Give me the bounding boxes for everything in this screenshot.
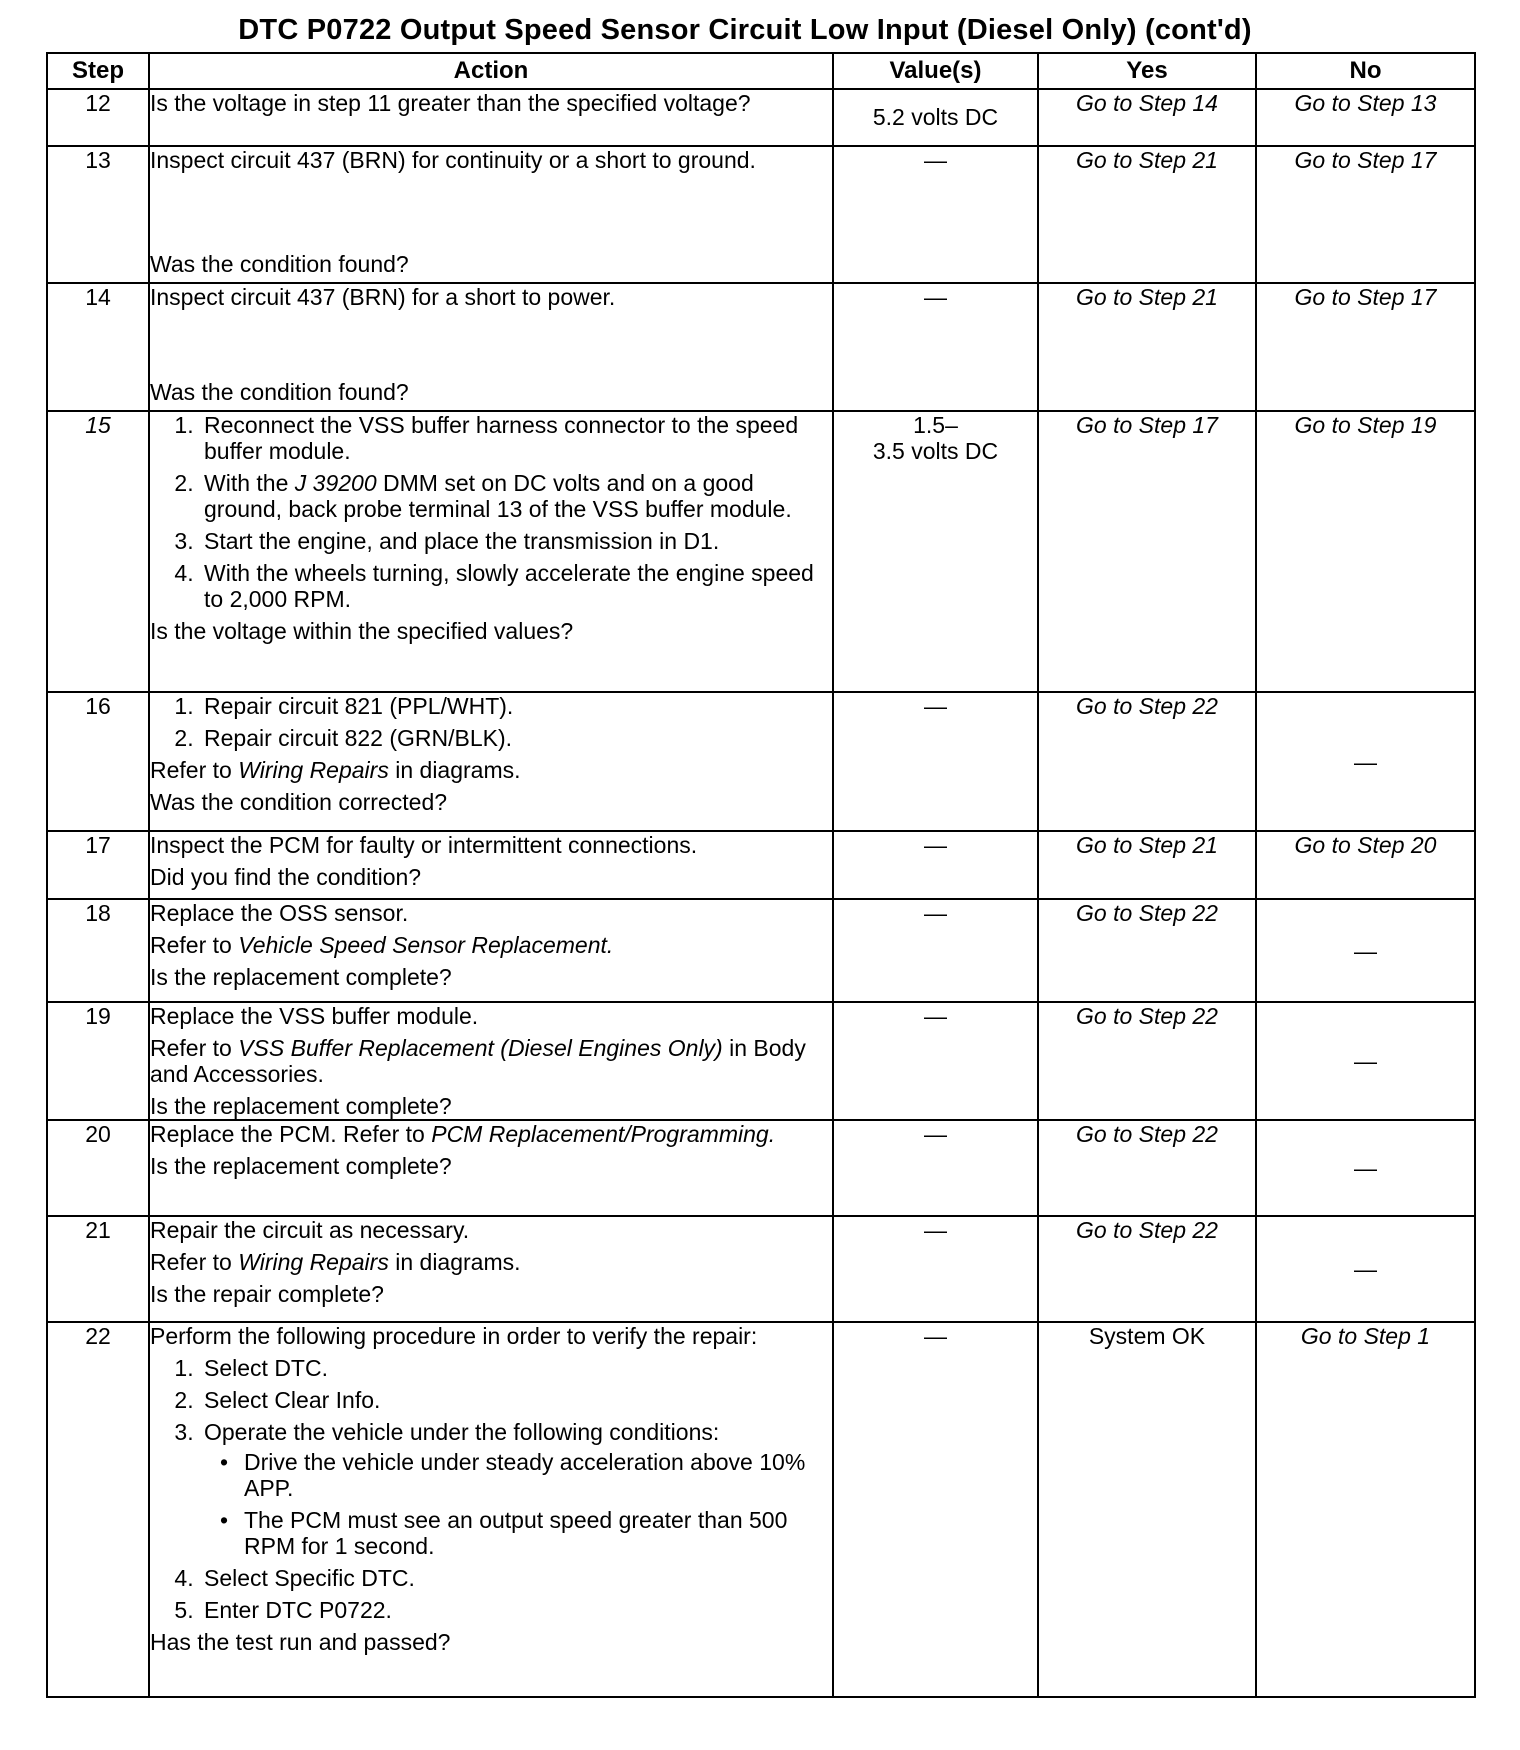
- no-cell: —: [1256, 1216, 1475, 1322]
- page-title: DTC P0722 Output Speed Sensor Circuit Low Input (Diesel Only) (cont'd): [238, 14, 1252, 46]
- action-question: Is the replacement complete?: [150, 1153, 452, 1179]
- step-number: 18: [47, 899, 149, 1002]
- table-row: [47, 283, 1475, 411]
- procedure-list: [150, 1355, 832, 1623]
- action-cell: [149, 899, 833, 1002]
- header-values: Value(s): [833, 53, 1038, 89]
- action-cell: [149, 411, 833, 692]
- action-text: Replace the OSS sensor.: [150, 900, 409, 926]
- table-row: [47, 146, 1475, 283]
- step-number: 12: [47, 89, 149, 146]
- yes-cell: Go to Step 14: [1038, 89, 1256, 146]
- action-cell: [149, 1120, 833, 1216]
- no-cell: —: [1256, 692, 1475, 831]
- step-number: 19: [47, 1002, 149, 1120]
- procedure-item: 2. Select Clear Info.: [200, 1387, 832, 1413]
- reference-text: Replace the PCM. Refer to PCM Replacement/Programming.: [150, 1121, 776, 1147]
- reference-link[interactable]: VSS Buffer Replacement (Diesel Engines Only): [238, 1035, 723, 1061]
- step-number: 15: [47, 411, 149, 692]
- no-cell: —: [1256, 1002, 1475, 1120]
- procedure-item: 4. With the wheels turning, slowly accelerate the engine speed to 2,000 RPM.: [200, 560, 832, 612]
- value-cell: —: [833, 1002, 1038, 1120]
- procedure-item: 4. Select Specific DTC.: [200, 1565, 832, 1591]
- diagnostic-table: [46, 52, 1476, 1698]
- action-question: Is the repair complete?: [150, 1281, 384, 1307]
- yes-cell: Go to Step 22: [1038, 692, 1256, 831]
- procedure-item: 3. Start the engine, and place the transmission in D1.: [200, 528, 832, 554]
- header-no: No: [1256, 53, 1475, 89]
- yes-cell: Go to Step 22: [1038, 899, 1256, 1002]
- table-row: [47, 1120, 1475, 1216]
- value-cell: —: [833, 1216, 1038, 1322]
- value-cell: —: [833, 146, 1038, 283]
- tool-reference: J 39200: [294, 470, 377, 496]
- no-cell: Go to Step 20: [1256, 831, 1475, 899]
- action-text: Replace the VSS buffer module.: [150, 1003, 479, 1029]
- value-line: 1.5–: [913, 412, 958, 438]
- table-row: [47, 1322, 1475, 1697]
- action-cell: [149, 1322, 833, 1697]
- value-cell: —: [833, 899, 1038, 1002]
- procedure-item: 2. Repair circuit 822 (GRN/BLK).: [200, 725, 832, 751]
- yes-cell: Go to Step 22: [1038, 1216, 1256, 1322]
- action-cell: [149, 1216, 833, 1322]
- yes-cell: Go to Step 17: [1038, 411, 1256, 692]
- no-cell: —: [1256, 899, 1475, 1002]
- step-number: 20: [47, 1120, 149, 1216]
- yes-cell: Go to Step 21: [1038, 283, 1256, 411]
- action-question: Did you find the condition?: [150, 864, 422, 890]
- value-cell: —: [833, 283, 1038, 411]
- no-cell: Go to Step 17: [1256, 146, 1475, 283]
- value-cell: —: [833, 1120, 1038, 1216]
- yes-cell: Go to Step 22: [1038, 1120, 1256, 1216]
- yes-cell: Go to Step 22: [1038, 1002, 1256, 1120]
- action-cell: [149, 89, 833, 146]
- action-question: Was the condition corrected?: [150, 789, 448, 815]
- header-step: Step: [47, 53, 149, 89]
- table-row: [47, 1002, 1475, 1120]
- yes-cell: System OK: [1038, 1322, 1256, 1697]
- reference-link[interactable]: Vehicle Speed Sensor Replacement.: [238, 932, 614, 958]
- step-number: 13: [47, 146, 149, 283]
- no-cell: Go to Step 19: [1256, 411, 1475, 692]
- procedure-item: 2. With the J 39200 DMM set on DC volts and on a good ground, back probe terminal 13 of the VSS buffer module.: [200, 470, 832, 522]
- procedure-list: [150, 412, 832, 612]
- action-question: Has the test run and passed?: [150, 1629, 451, 1655]
- table-header-row: [47, 53, 1475, 89]
- reference-link[interactable]: Wiring Repairs: [238, 1249, 389, 1275]
- action-text: Inspect circuit 437 (BRN) for continuity or a short to ground.: [150, 147, 756, 173]
- reference-text: Refer to Wiring Repairs in diagrams.: [150, 1249, 521, 1275]
- action-cell: [149, 831, 833, 899]
- yes-cell: Go to Step 21: [1038, 831, 1256, 899]
- procedure-item: 1. Reconnect the VSS buffer harness connector to the speed buffer module.: [200, 412, 832, 464]
- value-line: 3.5 volts DC: [872, 438, 999, 464]
- value-cell: —: [833, 831, 1038, 899]
- procedure-item: 5. Enter DTC P0722.: [200, 1597, 832, 1623]
- condition-item: • Drive the vehicle under steady acceleration above 10% APP.: [240, 1449, 832, 1501]
- procedure-list: [150, 693, 832, 751]
- action-cell: [149, 283, 833, 411]
- header-yes: Yes: [1038, 53, 1256, 89]
- step-number: 21: [47, 1216, 149, 1322]
- reference-text: Refer to Vehicle Speed Sensor Replacement.: [150, 932, 614, 958]
- reference-text: Refer to VSS Buffer Replacement (Diesel Engines Only) in Body and Accessories.: [150, 1035, 806, 1087]
- step-number: 16: [47, 692, 149, 831]
- no-cell: Go to Step 17: [1256, 283, 1475, 411]
- header-action: Action: [149, 53, 833, 89]
- procedure-item: 3. Operate the vehicle under the following conditions: • Drive the vehicle under steady acceleration above 10% APP. • The PCM must see an output speed greater than 500 RPM for 1 second.: [200, 1419, 832, 1559]
- action-cell: [149, 1002, 833, 1120]
- table-row: [47, 1216, 1475, 1322]
- action-text: Inspect the PCM for faulty or intermittent connections.: [150, 832, 698, 858]
- action-question: Is the voltage in step 11 greater than the specified voltage?: [150, 90, 751, 116]
- action-question: Is the voltage within the specified values?: [150, 618, 574, 644]
- procedure-item: 1. Select DTC.: [200, 1355, 832, 1381]
- no-cell: Go to Step 1: [1256, 1322, 1475, 1697]
- step-number: 14: [47, 283, 149, 411]
- step-number: 22: [47, 1322, 149, 1697]
- no-cell: Go to Step 13: [1256, 89, 1475, 146]
- table-row: [47, 831, 1475, 899]
- action-text: Perform the following procedure in order to verify the repair:: [150, 1323, 758, 1349]
- table-row: [47, 899, 1475, 1002]
- table-row: [47, 89, 1475, 146]
- value-cell: —: [833, 692, 1038, 831]
- reference-link[interactable]: PCM Replacement/Programming.: [431, 1121, 776, 1147]
- action-question: Is the replacement complete?: [150, 964, 452, 990]
- action-question: Was the condition found?: [150, 251, 409, 277]
- action-cell: [149, 692, 833, 831]
- action-question: Is the replacement complete?: [150, 1093, 452, 1119]
- action-cell: [149, 146, 833, 283]
- table-row: [47, 692, 1475, 831]
- condition-list: [204, 1449, 832, 1559]
- action-text: Inspect circuit 437 (BRN) for a short to power.: [150, 284, 616, 310]
- yes-cell: Go to Step 21: [1038, 146, 1256, 283]
- action-text: Repair the circuit as necessary.: [150, 1217, 470, 1243]
- value-cell: [833, 411, 1038, 692]
- no-cell: —: [1256, 1120, 1475, 1216]
- action-question: Was the condition found?: [150, 379, 409, 405]
- value-cell: —: [833, 1322, 1038, 1697]
- reference-link[interactable]: Wiring Repairs: [238, 757, 389, 783]
- procedure-item: 1. Repair circuit 821 (PPL/WHT).: [200, 693, 832, 719]
- table-row: [47, 411, 1475, 692]
- step-number: 17: [47, 831, 149, 899]
- value-cell: 5.2 volts DC: [833, 89, 1038, 146]
- condition-item: • The PCM must see an output speed greater than 500 RPM for 1 second.: [240, 1507, 832, 1559]
- reference-text: Refer to Wiring Repairs in diagrams.: [150, 757, 521, 783]
